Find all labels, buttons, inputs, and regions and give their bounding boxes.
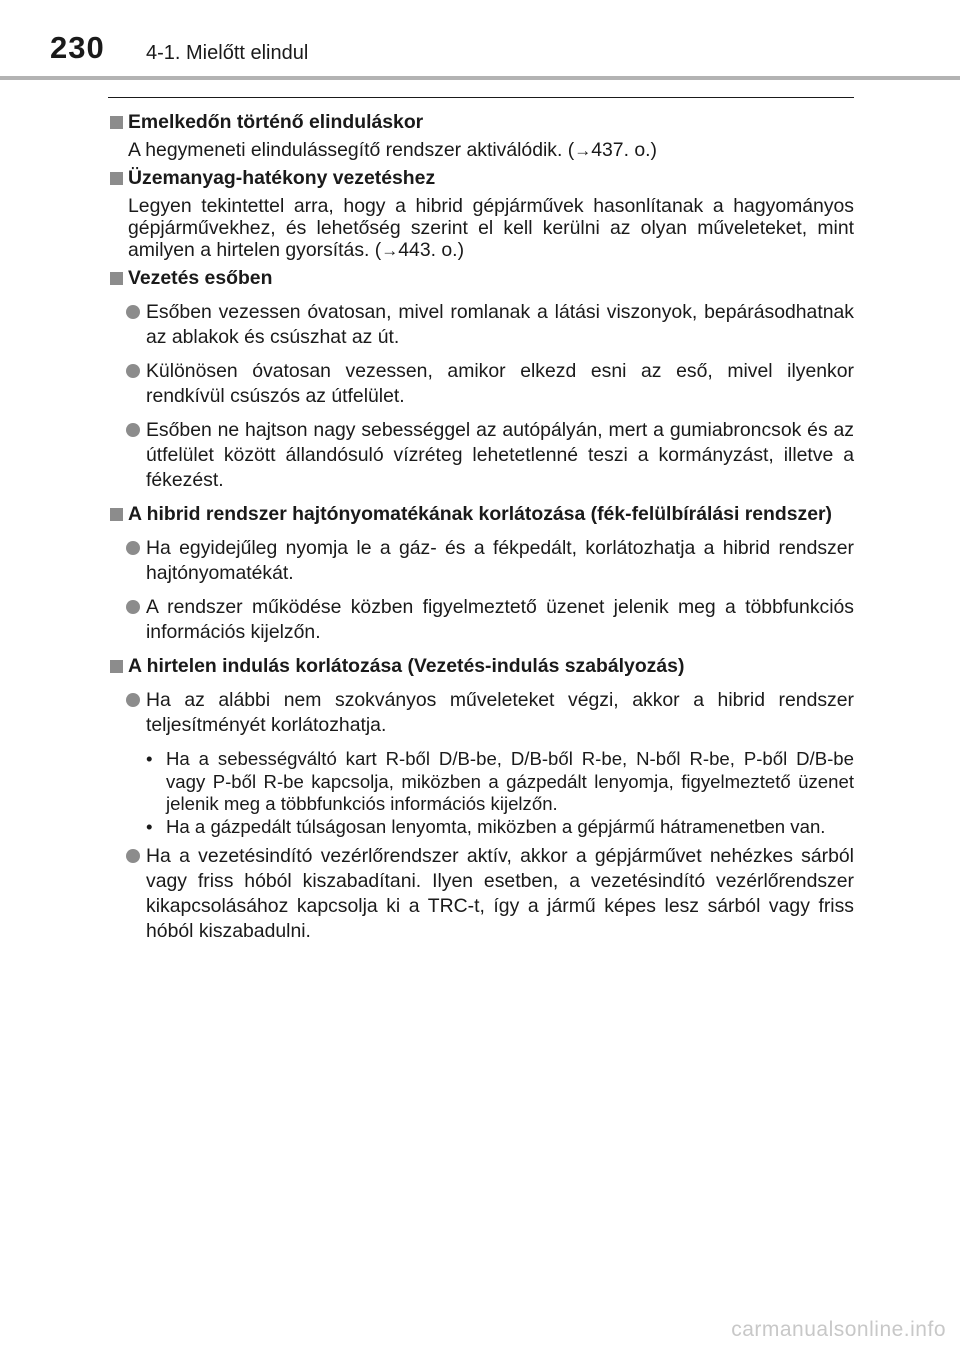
- round-bullet-icon: [126, 423, 140, 437]
- round-bullet-icon: [126, 364, 140, 378]
- list-item: Különösen óvatosan vezessen, amikor elkezd esni az eső, mivel ilyenkor rendkívül csúszós az útfelület.: [108, 359, 854, 409]
- header-rule: [0, 76, 960, 80]
- round-bullet-icon: [126, 849, 140, 863]
- section-heading: [108, 654, 854, 679]
- section-title: Emelkedőn történő elinduláskor: [128, 111, 424, 133]
- section-rule: [108, 97, 854, 98]
- watermark: carmanualsonline.info: [731, 1318, 946, 1341]
- list-item: A rendszer működése közben figyelmeztető üzenet jelenik meg a többfunkciós információs kijelzőn.: [108, 595, 854, 645]
- sub-list-item: • Ha a gázpedált túlságosan lenyomta, miközben a gépjármű hátramenetben van.: [146, 815, 826, 837]
- round-bullet-icon: [126, 541, 140, 555]
- chapter-title: 4-1. Mielőtt elindul: [146, 42, 309, 64]
- section-title: Vezetés esőben: [128, 267, 273, 289]
- section-title: Üzemanyag-hatékony vezetéshez: [128, 167, 436, 189]
- page-number: 230: [50, 30, 105, 65]
- section-title: A hirtelen indulás korlátozása (Vezetés-indulás szabályozás): [128, 655, 685, 677]
- round-bullet-icon: [126, 693, 140, 707]
- section-heading: [108, 110, 854, 135]
- section-heading: [108, 502, 854, 527]
- round-bullet-icon: [126, 600, 140, 614]
- section-heading: [108, 166, 854, 191]
- square-bullet-icon: [110, 172, 123, 185]
- list-item: Esőben ne hajtson nagy sebességgel az autópályán, mert a gumiabroncsok és az útfelület között állandósuló vízréteg lehetetlenné teszi a kormányzást, illetve a fékezést.: [108, 418, 854, 493]
- square-bullet-icon: [110, 508, 123, 521]
- list-item: Ha az alábbi nem szokványos műveleteket végzi, akkor a hibrid rendszer teljesítményét korlátozhatja.: [108, 688, 854, 738]
- reference-arrow-icon: →: [381, 241, 399, 260]
- section-paragraph: A hegymeneti elindulássegítő rendszer aktiválódik. (→437. o.): [128, 139, 657, 161]
- section-title: A hibrid rendszer hajtónyomatékának korlátozása (fék-felülbírálási rendszer): [128, 503, 833, 525]
- dot-bullet-icon: •: [146, 748, 153, 769]
- square-bullet-icon: [110, 116, 123, 129]
- sub-list: [108, 748, 854, 838]
- list-item: Ha egyidejűleg nyomja le a gáz- és a fékpedált, korlátozhatja a hibrid rendszer hajtónyomatékát.: [108, 536, 854, 586]
- reference-arrow-icon: →: [574, 141, 592, 160]
- list-item: Esőben vezessen óvatosan, mivel romlanak a látási viszonyok, bepárásodhatnak az ablakok és csúszhat az út.: [108, 300, 854, 350]
- list-item: Ha a vezetésindító vezérlőrendszer aktív, akkor a gépjárművet nehézkes sárból vagy friss hóból kiszabadítani. Ilyen esetben, a vezetésindító vezérlőrendszer kikapcsolásához kapcsolja ki a TRC-t, így a jármű képes lesz sárból vagy friss hóból kiszabadulni.: [108, 844, 854, 944]
- page-content: [108, 106, 854, 944]
- sub-list-item: • Ha a sebességváltó kart R-ből D/B-be, D/B-ből R-be, N-ből R-be, P-ből D/B-be vagy P-ből R-be kapcsolja, miközben a gázpedált lenyomja, figyelmeztető üzenet jelenik meg a többfunkciós információs kijelzőn.: [146, 748, 854, 814]
- dot-bullet-icon: •: [146, 815, 153, 837]
- square-bullet-icon: [110, 272, 123, 285]
- page-reference[interactable]: 437. o.): [591, 139, 657, 161]
- page-reference[interactable]: 443. o.): [398, 239, 465, 261]
- section-heading: [108, 266, 854, 291]
- round-bullet-icon: [126, 305, 140, 319]
- section-paragraph: Legyen tekintettel arra, hogy a hibrid gépjárművek hasonlítanak a hagyományos gépjárművekhez, és lehetőség szerint el kell kerülni az olyan műveleteket, mint amilyen a hirtelen gyorsítás. (→443. o.): [128, 195, 854, 261]
- square-bullet-icon: [110, 660, 123, 673]
